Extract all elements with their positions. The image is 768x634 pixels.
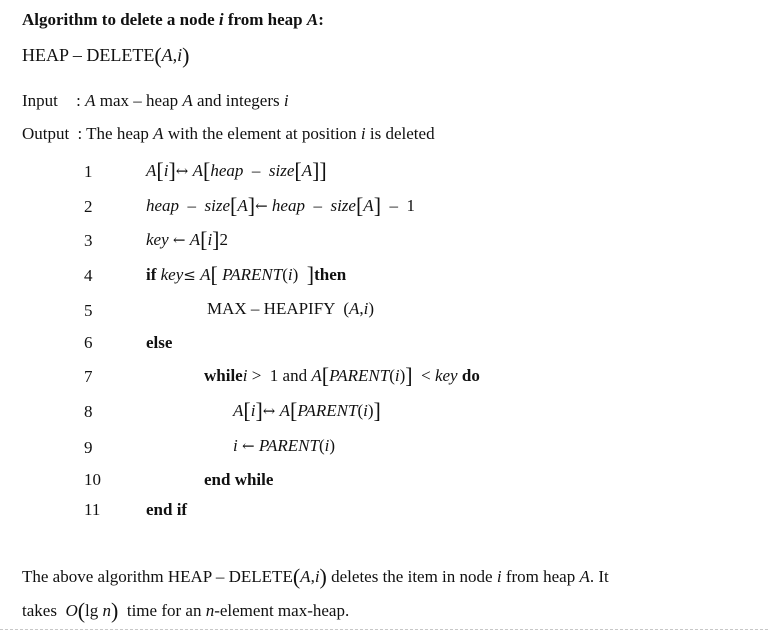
line-number: 7 [84,367,93,386]
line-number: 9 [84,438,93,457]
input-label: Input [22,91,58,110]
summary-line-2: takes O(lg n) time for an n-element max-heap. [22,598,350,623]
line-code: if key≤ A[ PARENT(i) ]then [146,262,347,287]
line-code: i ← PARENT(i) [233,436,336,455]
line-number: 5 [84,301,93,320]
output-row [22,124,435,144]
summary-line-1: The above algorithm HEAP – DELETE(A,i) deletes the item in node i from heap A. It [22,564,609,589]
output-description: : The heap A with the element at position i is deleted [77,124,435,143]
algorithm-heading: Algorithm to delete a node i from heap A: [22,10,324,29]
line-code: else [146,333,173,352]
line-code: whilei > 1 and A[PARENT(i)] < key do [204,363,480,388]
line-number: 8 [84,402,93,421]
line-code: end while [204,470,274,489]
line-number: 2 [84,197,93,216]
function-signature: HEAP – DELETE(A,i) [22,43,190,68]
line-number: 11 [84,500,101,519]
input-description: : A max – heap A and integers i [76,91,289,110]
bottom-divider [0,629,768,630]
line-code: heap – size[A]← heap – size[A] – 1 [146,193,416,218]
line-code: key ← A[i]2 [146,227,228,252]
line-number: 1 [84,162,93,181]
line-number: 3 [84,231,93,250]
summary-paragraph [22,560,752,628]
line-number: 10 [84,470,101,489]
line-number: 4 [84,266,93,285]
line-code: A[i]↔ A[heap – size[A]] [146,158,327,183]
line-number: 6 [84,333,93,352]
output-label: Output [22,124,70,143]
line-code: MAX – HEAPIFY (A,i) [207,299,375,318]
line-code: end if [146,500,188,519]
input-row [22,91,289,111]
line-code: A[i]↔ A[PARENT(i)] [233,398,381,423]
